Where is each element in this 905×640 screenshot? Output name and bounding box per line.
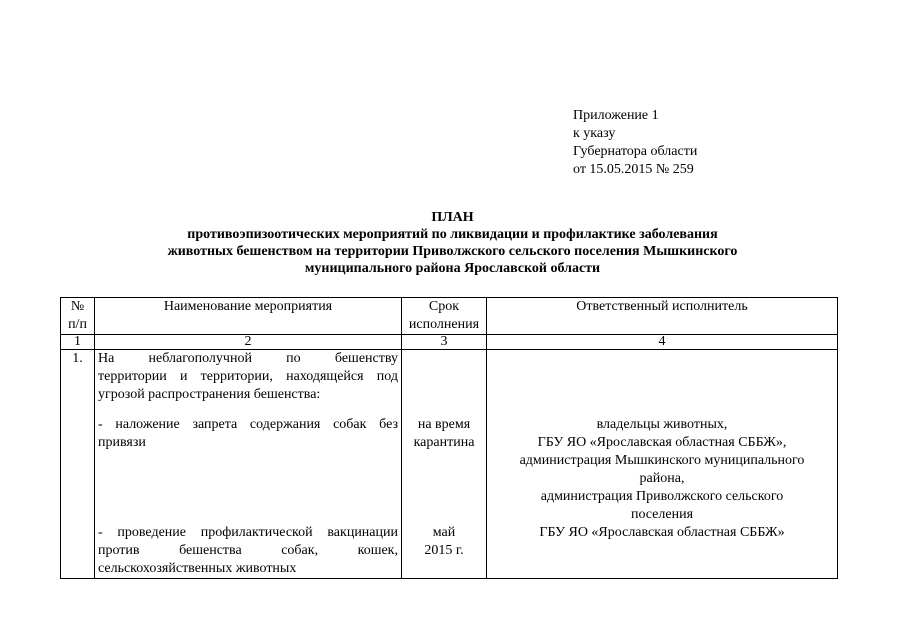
term-line: на время [417,417,471,432]
responsible-line: администрация Мышкинского муниципального [519,453,805,468]
column-number: 3 [402,335,487,350]
header-num: № п/п [61,298,95,335]
row-responsible [487,350,838,579]
appendix-block [573,107,697,179]
activity-line: сельскохозяйственных животных [98,561,297,576]
activity-line: против бешенства собак, кошек, [98,543,398,558]
activity-line: На неблагополучной по бешенству [98,351,398,366]
activity-line: территории и территории, находящейся под [98,369,398,384]
appendix-line: Приложение 1 [573,108,659,123]
table-row [61,350,838,579]
title-line: противоэпизоотических мероприятий по ликвидации и профилактике заболевания [187,227,718,242]
activity-line: угрозой распространения бешенства: [98,387,321,402]
responsible-line: администрация Приволжского сельского [540,489,784,504]
row-number: 1. [61,350,95,579]
row-term [402,350,487,579]
appendix-line: Губернатора области [573,144,698,159]
table-header-row [61,298,838,335]
term-line: карантина [413,435,475,450]
title-line: муниципального района Ярославской области [304,261,601,276]
appendix-line: к указу [573,126,616,141]
responsible-line: района, [639,471,685,486]
term-line: май [432,525,456,540]
plan-table [60,297,838,579]
column-number: 2 [95,335,402,350]
responsible-line: поселения [630,507,694,522]
row-activity [95,350,402,579]
header-term: Срок исполнения [402,298,487,335]
activity-line: - проведение профилактической вакцинации [98,525,398,540]
activity-line: - наложение запрета содержания собак без [98,417,398,432]
header-name: Наименование мероприятия [95,298,402,335]
responsible-line: ГБУ ЯО «Ярославская областная СББЖ» [539,525,785,540]
responsible-line: ГБУ ЯО «Ярославская областная СББЖ», [537,435,787,450]
column-number: 4 [487,335,838,350]
column-number-row [61,335,838,350]
header-responsible: Ответственный исполнитель [487,298,838,335]
title-line: ПЛАН [431,210,474,225]
column-number: 1 [61,335,95,350]
responsible-line: владельцы животных, [596,417,728,432]
activity-line: привязи [98,435,146,450]
appendix-line: от 15.05.2015 № 259 [573,162,694,177]
title-line: животных бешенством на территории Приволжского сельского поселения Мышкинского [167,244,738,259]
term-line: 2015 г. [424,543,464,558]
document-title [60,209,845,277]
